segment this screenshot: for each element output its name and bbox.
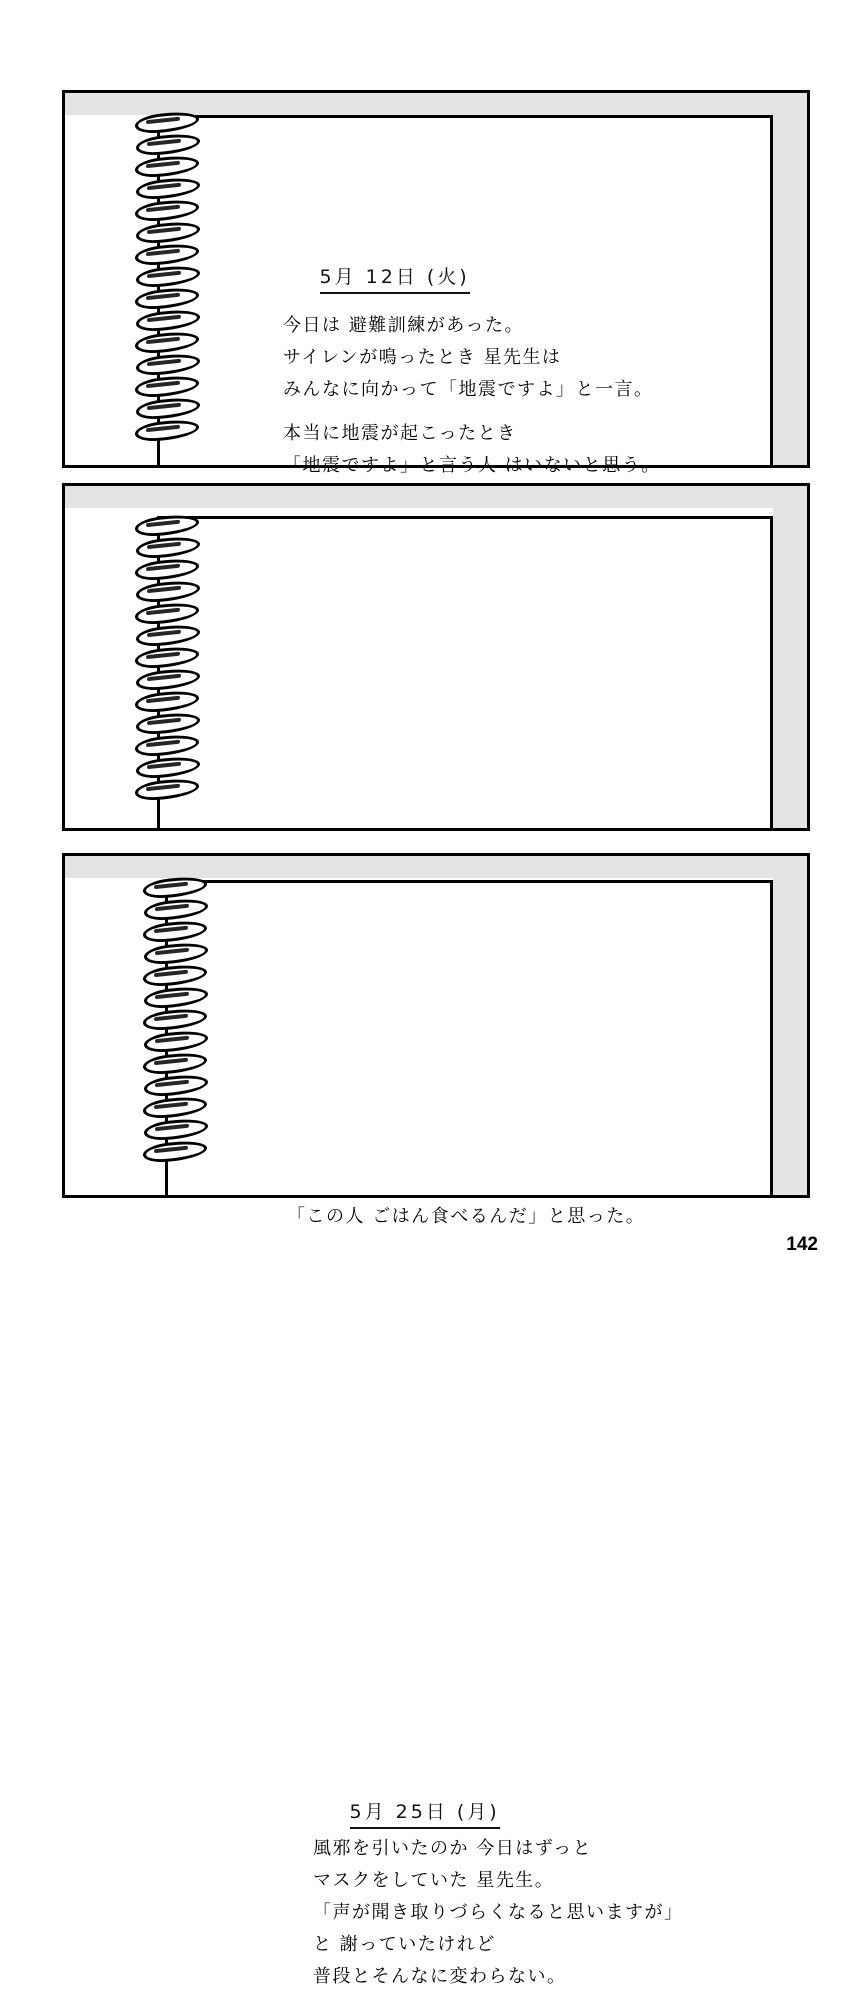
notebook-sheet <box>165 880 773 1195</box>
spiral-ring <box>143 1051 207 1077</box>
spiral-ring <box>135 330 199 356</box>
diary-panel-2 <box>62 483 810 1227</box>
spiral-ring <box>136 623 200 649</box>
sheet-top-edge <box>168 883 770 909</box>
spiral-ring <box>136 132 200 158</box>
panel-right-shading <box>773 93 807 465</box>
spiral-ring <box>136 396 200 422</box>
diary-panel-1 <box>62 90 810 476</box>
spiral-ring <box>143 919 207 945</box>
panel-top-shading <box>65 486 807 508</box>
spiral-ring <box>143 1007 207 1033</box>
spiral-ring <box>135 513 199 539</box>
spiral-ring <box>135 198 199 224</box>
spiral-ring <box>135 286 199 312</box>
spiral-ring <box>136 176 200 202</box>
diary-line: 「地震ですよ」と言う人 はいないと思う。 <box>283 455 661 476</box>
spiral-ring <box>135 242 199 268</box>
spiral-ring <box>143 963 207 989</box>
spiral-ring <box>143 1139 207 1165</box>
panel-3-body <box>313 1834 684 1992</box>
spiral-ring <box>136 755 200 781</box>
spiral-ring <box>135 733 199 759</box>
spiral-ring <box>144 985 208 1011</box>
spiral-ring <box>136 579 200 605</box>
sheet-top-edge <box>160 118 770 144</box>
spiral-ring <box>135 601 199 627</box>
spiral-ring <box>135 777 199 803</box>
diary-line-gap <box>283 407 661 417</box>
panel-top-shading <box>65 856 807 878</box>
diary-line: みんなに向かって「地震ですよ」と一言。 <box>283 379 654 400</box>
diary-line: 普段とそんなに変わらない。 <box>313 1966 567 1987</box>
spiral-ring <box>144 1117 208 1143</box>
spiral-binding <box>135 516 197 816</box>
diary-line: サイレンが鳴ったとき 星先生は <box>283 347 562 368</box>
diary-line: 「声が聞き取りづらくなると思いますが」 <box>313 1902 684 1923</box>
spiral-ring <box>144 1029 208 1055</box>
diary-line: 「この人 ごはん食べるんだ」と思った。 <box>287 1206 646 1227</box>
spiral-ring <box>143 1095 207 1121</box>
spiral-binding <box>143 878 205 1181</box>
spiral-ring <box>144 1073 208 1099</box>
diary-line: 本当に地震が起こったとき <box>283 423 517 444</box>
diary-line: 風邪を引いたのか 今日はずっと <box>313 1838 593 1859</box>
notebook-sheet <box>157 516 773 828</box>
panel-right-shading <box>773 486 807 828</box>
panel-3-date: 5月 25日 (月) <box>313 1778 500 1848</box>
diary-line: マスクをしていた 星先生。 <box>313 1870 555 1891</box>
spiral-ring <box>135 418 199 444</box>
spiral-ring <box>144 897 208 923</box>
panel-right-shading <box>773 856 807 1195</box>
spiral-ring <box>136 308 200 334</box>
spiral-ring <box>143 875 207 901</box>
diary-line: と 謝っていたけれど <box>313 1934 496 1955</box>
spiral-ring <box>135 154 199 180</box>
spiral-ring <box>136 711 200 737</box>
spiral-ring <box>135 689 199 715</box>
spiral-ring <box>136 264 200 290</box>
spiral-ring <box>136 535 200 561</box>
spiral-ring <box>135 374 199 400</box>
spiral-binding <box>135 113 197 451</box>
sheet-top-edge <box>160 519 770 545</box>
spiral-ring <box>136 667 200 693</box>
spiral-ring <box>136 220 200 246</box>
spiral-ring <box>135 110 199 136</box>
panel-1-date: 5月 12日 (火) <box>283 243 470 313</box>
diary-line: 今日は 避難訓練があった。 <box>283 315 525 336</box>
spiral-ring <box>135 645 199 671</box>
spiral-ring <box>144 941 208 967</box>
spiral-ring <box>136 352 200 378</box>
page-number: 142 <box>786 1234 818 1255</box>
spiral-ring <box>135 557 199 583</box>
